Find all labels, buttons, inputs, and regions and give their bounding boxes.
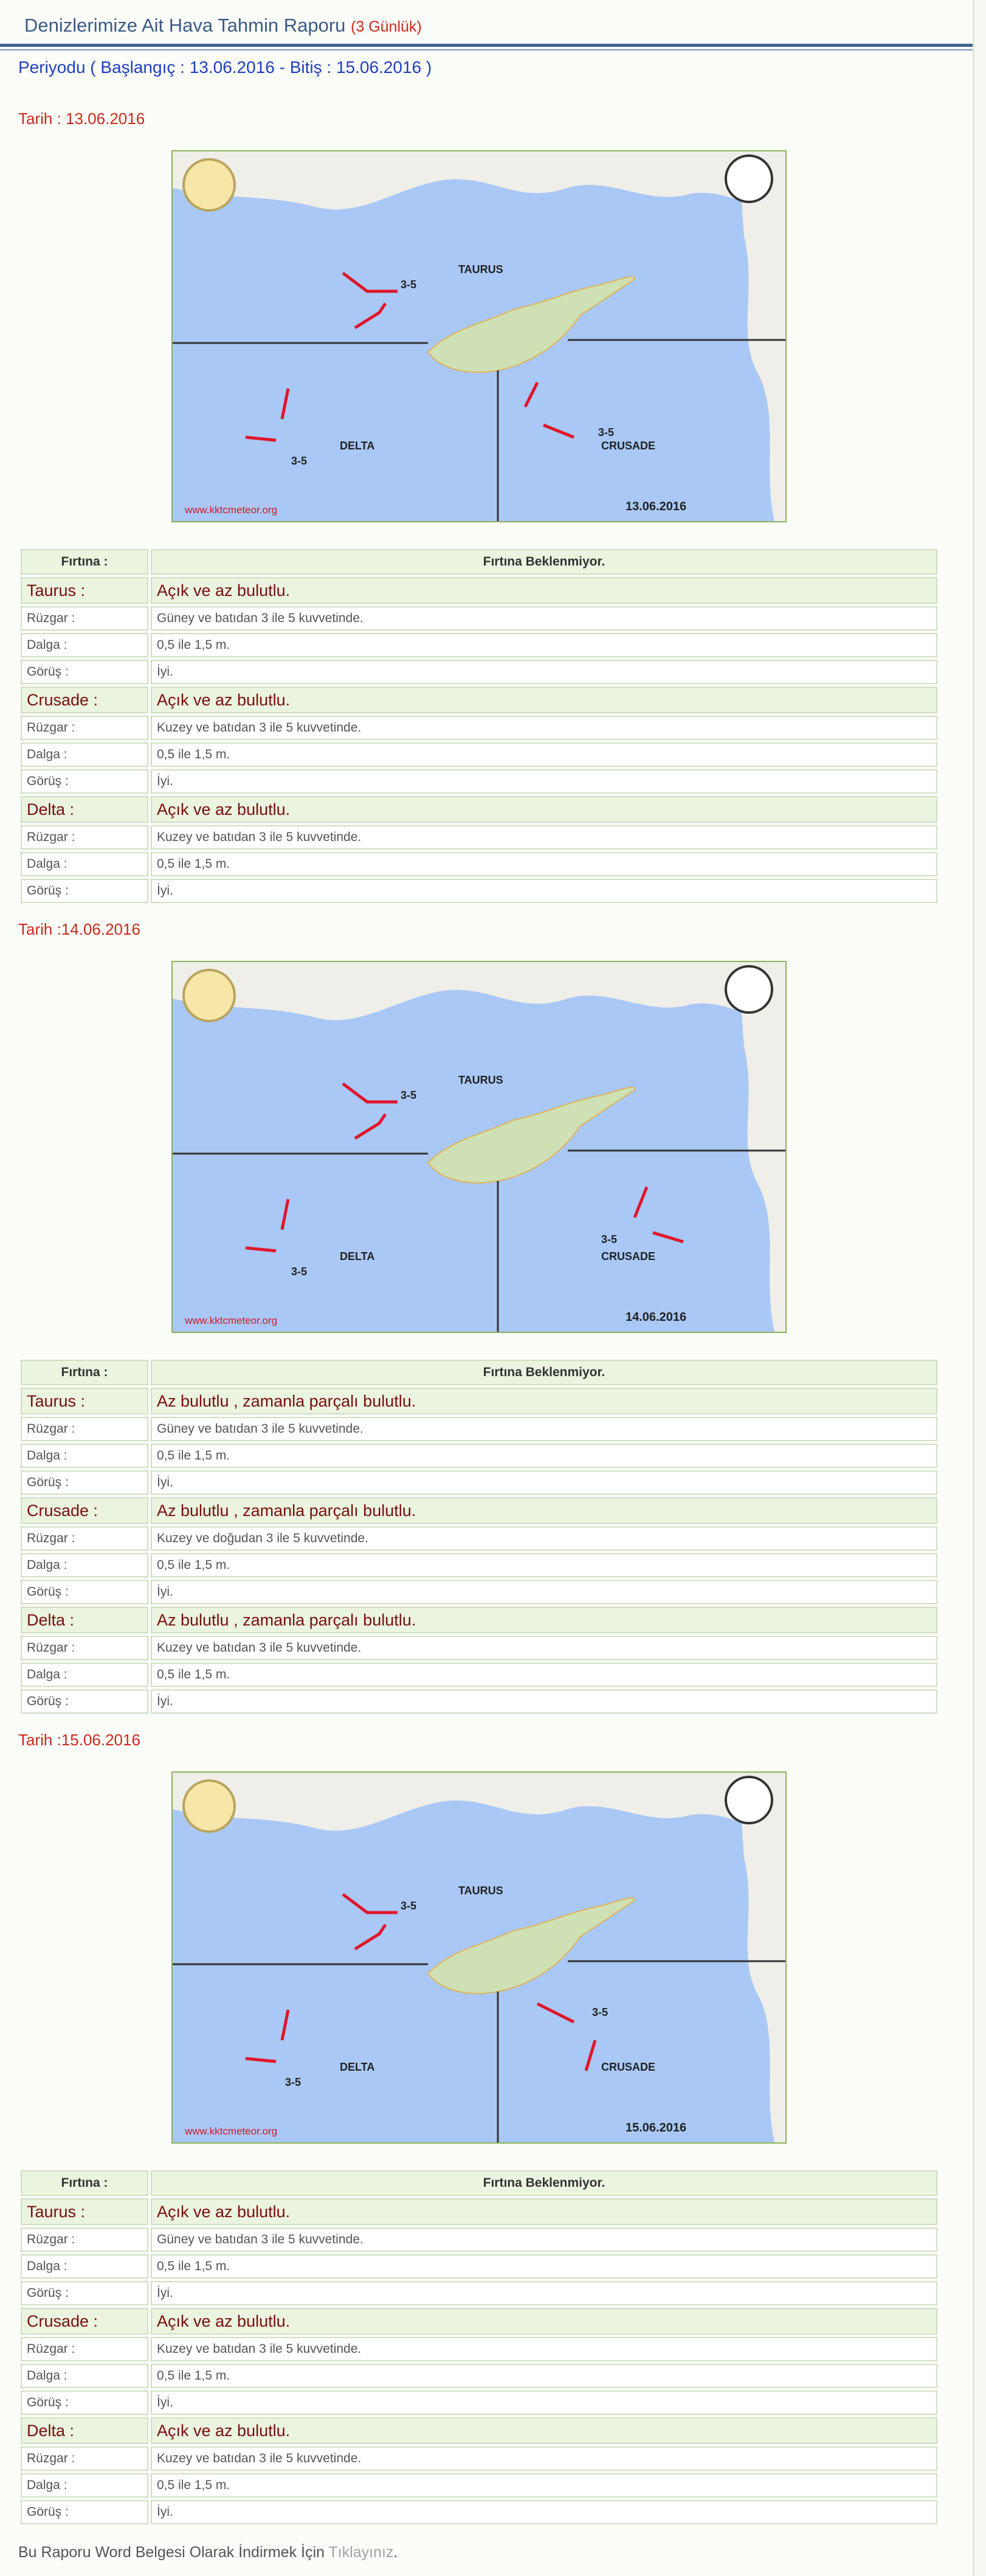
region-name: Crusade : xyxy=(21,687,148,713)
table-row xyxy=(21,1663,937,1687)
wind-label: 3-5 xyxy=(401,279,417,291)
region-name: Delta : xyxy=(21,1607,148,1633)
region-taurus: TAURUS xyxy=(458,1074,503,1086)
report-header xyxy=(0,0,973,39)
region-crusade: CRUSADE xyxy=(601,440,656,452)
table-row xyxy=(21,879,937,903)
region-row-crusade xyxy=(21,2308,937,2335)
row-value: 0,5 ile 1,5 m. xyxy=(151,2364,937,2388)
row-value: Kuzey ve batıdan 3 ile 5 kuvvetinde. xyxy=(151,2337,937,2361)
row-value: 0,5 ile 1,5 m. xyxy=(151,743,937,767)
table-row xyxy=(21,2364,937,2388)
region-row-taurus xyxy=(21,577,937,604)
row-value: 0,5 ile 1,5 m. xyxy=(151,633,937,657)
row-label: Görüş : xyxy=(21,2500,148,2524)
row-label: Görüş : xyxy=(21,1580,148,1604)
row-value: İyi. xyxy=(151,2281,937,2305)
header-divider-thin xyxy=(0,49,973,50)
region-delta: DELTA xyxy=(340,2061,375,2073)
region-row-taurus xyxy=(21,1388,937,1414)
row-label: Görüş : xyxy=(21,1689,148,1714)
row-label: Rüzgar : xyxy=(21,825,148,850)
forecast-map xyxy=(171,961,787,1333)
row-value: Güney ve batıdan 3 ile 5 kuvvetinde. xyxy=(151,1417,937,1441)
title-text: Denizlerimize Ait Hava Tahmin Raporu xyxy=(24,15,346,36)
region-taurus: TAURUS xyxy=(458,1885,503,1897)
map-date: 14.06.2016 xyxy=(626,1311,687,1324)
storm-value: Fırtına Beklenmiyor. xyxy=(151,549,937,575)
region-name: Taurus : xyxy=(21,1388,148,1414)
day-section-1 xyxy=(0,109,958,905)
row-label: Rüzgar : xyxy=(21,2228,148,2252)
region-crusade: CRUSADE xyxy=(601,2061,656,2073)
region-row-delta xyxy=(21,2417,937,2444)
map-date: 13.06.2016 xyxy=(626,500,687,513)
row-value: İyi. xyxy=(151,660,937,684)
storm-value: Fırtına Beklenmiyor. xyxy=(151,1360,937,1385)
table-row xyxy=(21,825,937,850)
table-row xyxy=(21,606,937,631)
table-row xyxy=(21,743,937,767)
row-value: Kuzey ve doğudan 3 ile 5 kuvvetinde. xyxy=(151,1526,937,1551)
region-summary: Açık ve az bulutlu. xyxy=(151,687,937,713)
forecast-table xyxy=(18,2168,940,2527)
row-label: Görüş : xyxy=(21,879,148,903)
table-row xyxy=(21,2391,937,2415)
row-value: İyi. xyxy=(151,879,937,903)
storm-label: Fırtına : xyxy=(21,549,148,575)
row-label: Rüzgar : xyxy=(21,606,148,631)
row-label: Dalga : xyxy=(21,1553,148,1577)
table-row xyxy=(21,2228,937,2252)
row-value: Güney ve batıdan 3 ile 5 kuvvetinde. xyxy=(151,2228,937,2252)
storm-row xyxy=(21,549,937,575)
region-summary: Açık ve az bulutlu. xyxy=(151,2198,937,2225)
region-row-delta xyxy=(21,1607,937,1633)
map-watermark: www.kktcmeteor.org xyxy=(185,2125,278,2137)
row-label: Görüş : xyxy=(21,1470,148,1495)
table-row xyxy=(21,1636,937,1660)
storm-label: Fırtına : xyxy=(21,2170,148,2196)
row-value: Kuzey ve batıdan 3 ile 5 kuvvetinde. xyxy=(151,2446,937,2471)
row-value: İyi. xyxy=(151,2391,937,2415)
table-row xyxy=(21,1526,937,1551)
forecast-table xyxy=(18,1357,940,1716)
table-row xyxy=(21,1689,937,1714)
map-date: 15.06.2016 xyxy=(626,2121,687,2135)
region-summary: Az bulutlu , zamanla parçalı bulutlu. xyxy=(151,1497,937,1524)
table-row xyxy=(21,2254,937,2279)
row-label: Görüş : xyxy=(21,660,148,684)
wind-label: 3-5 xyxy=(401,1900,417,1912)
row-label: Dalga : xyxy=(21,2364,148,2388)
row-value: Kuzey ve batıdan 3 ile 5 kuvvetinde. xyxy=(151,716,937,740)
row-label: Dalga : xyxy=(21,743,148,767)
forecast-table xyxy=(18,547,940,905)
wind-label: 3-5 xyxy=(601,1233,618,1245)
table-row xyxy=(21,1580,937,1604)
table-row xyxy=(21,769,937,794)
region-summary: Az bulutlu , zamanla parçalı bulutlu. xyxy=(151,1607,937,1633)
region-row-crusade xyxy=(21,1497,937,1524)
table-row xyxy=(21,1444,937,1468)
region-name: Taurus : xyxy=(21,577,148,604)
storm-label: Fırtına : xyxy=(21,1360,148,1385)
table-row xyxy=(21,2473,937,2498)
row-label: Dalga : xyxy=(21,1444,148,1468)
region-row-crusade xyxy=(21,687,937,713)
region-row-delta xyxy=(21,796,937,823)
row-value: İyi. xyxy=(151,1689,937,1714)
forecast-map xyxy=(171,1771,787,2144)
region-delta: DELTA xyxy=(340,440,375,452)
date-label: Tarih :14.06.2016 xyxy=(18,920,140,938)
row-label: Dalga : xyxy=(21,1663,148,1687)
row-label: Rüzgar : xyxy=(21,716,148,740)
region-name: Delta : xyxy=(21,2417,148,2444)
region-summary: Açık ve az bulutlu. xyxy=(151,796,937,823)
row-value: Kuzey ve batıdan 3 ile 5 kuvvetinde. xyxy=(151,1636,937,1660)
row-value: 0,5 ile 1,5 m. xyxy=(151,1553,937,1577)
region-crusade: CRUSADE xyxy=(601,1250,656,1262)
row-label: Rüzgar : xyxy=(21,2446,148,2471)
row-label: Rüzgar : xyxy=(21,2337,148,2361)
region-name: Crusade : xyxy=(21,1497,148,1524)
download-note xyxy=(18,2544,398,2561)
table-row xyxy=(21,852,937,876)
row-label: Rüzgar : xyxy=(21,1526,148,1551)
wind-label: 3-5 xyxy=(285,2076,302,2088)
wind-label: 3-5 xyxy=(291,455,308,467)
row-value: 0,5 ile 1,5 m. xyxy=(151,2473,937,2498)
row-label: Görüş : xyxy=(21,2391,148,2415)
map-watermark: www.kktcmeteor.org xyxy=(185,1315,278,1326)
download-text: Bu Raporu Word Belgesi Olarak İndirmek İçin xyxy=(18,2544,325,2561)
row-value: İyi. xyxy=(151,2500,937,2524)
region-summary: Açık ve az bulutlu. xyxy=(151,2308,937,2335)
region-name: Crusade : xyxy=(21,2308,148,2335)
wind-label: 3-5 xyxy=(592,2006,608,2018)
region-summary: Az bulutlu , zamanla parçalı bulutlu. xyxy=(151,1388,937,1414)
row-value: İyi. xyxy=(151,769,937,794)
period-text: Periyodu ( Başlangıç : 13.06.2016 - Bitiş : 15.06.2016 ) xyxy=(18,58,432,77)
day-section-3 xyxy=(0,1731,958,2527)
row-value: Kuzey ve batıdan 3 ile 5 kuvvetinde. xyxy=(151,825,937,850)
wind-label: 3-5 xyxy=(598,426,615,438)
row-label: Rüzgar : xyxy=(21,1417,148,1441)
day-section-2 xyxy=(0,920,958,1716)
date-label: Tarih :15.06.2016 xyxy=(18,1731,140,1749)
row-value: 0,5 ile 1,5 m. xyxy=(151,1444,937,1468)
wind-label: 3-5 xyxy=(401,1089,417,1101)
row-label: Dalga : xyxy=(21,852,148,876)
storm-row xyxy=(21,2170,937,2196)
page-title xyxy=(24,13,948,39)
wind-label: 3-5 xyxy=(291,1265,308,1278)
header-divider xyxy=(0,44,973,47)
title-suffix: (3 Günlük) xyxy=(351,18,422,35)
storm-row xyxy=(21,1360,937,1385)
row-label: Görüş : xyxy=(21,769,148,794)
row-label: Görüş : xyxy=(21,2281,148,2305)
table-row xyxy=(21,633,937,657)
table-row xyxy=(21,1553,937,1577)
download-end: . xyxy=(393,2544,398,2561)
table-row xyxy=(21,2281,937,2305)
row-value: 0,5 ile 1,5 m. xyxy=(151,1663,937,1687)
region-name: Taurus : xyxy=(21,2198,148,2225)
row-value: Güney ve batıdan 3 ile 5 kuvvetinde. xyxy=(151,606,937,631)
region-delta: DELTA xyxy=(340,1250,375,1262)
row-value: İyi. xyxy=(151,1580,937,1604)
storm-value: Fırtına Beklenmiyor. xyxy=(151,2170,937,2196)
region-taurus: TAURUS xyxy=(458,263,503,275)
row-value: 0,5 ile 1,5 m. xyxy=(151,2254,937,2279)
region-row-taurus xyxy=(21,2198,937,2225)
region-summary: Açık ve az bulutlu. xyxy=(151,2417,937,2444)
row-value: İyi. xyxy=(151,1470,937,1495)
table-row xyxy=(21,2337,937,2361)
table-row xyxy=(21,2446,937,2471)
row-value: 0,5 ile 1,5 m. xyxy=(151,852,937,876)
region-name: Delta : xyxy=(21,796,148,823)
row-label: Rüzgar : xyxy=(21,1636,148,1660)
table-row xyxy=(21,2500,937,2524)
date-label: Tarih : 13.06.2016 xyxy=(18,109,145,128)
table-row xyxy=(21,660,937,684)
map-watermark: www.kktcmeteor.org xyxy=(185,504,278,516)
region-summary: Açık ve az bulutlu. xyxy=(151,577,937,604)
forecast-map xyxy=(171,150,787,522)
row-label: Dalga : xyxy=(21,2473,148,2498)
row-label: Dalga : xyxy=(21,633,148,657)
table-row xyxy=(21,1470,937,1495)
row-label: Dalga : xyxy=(21,2254,148,2279)
download-link[interactable]: Tıklayınız xyxy=(328,2544,394,2561)
table-row xyxy=(21,1417,937,1441)
table-row xyxy=(21,716,937,740)
